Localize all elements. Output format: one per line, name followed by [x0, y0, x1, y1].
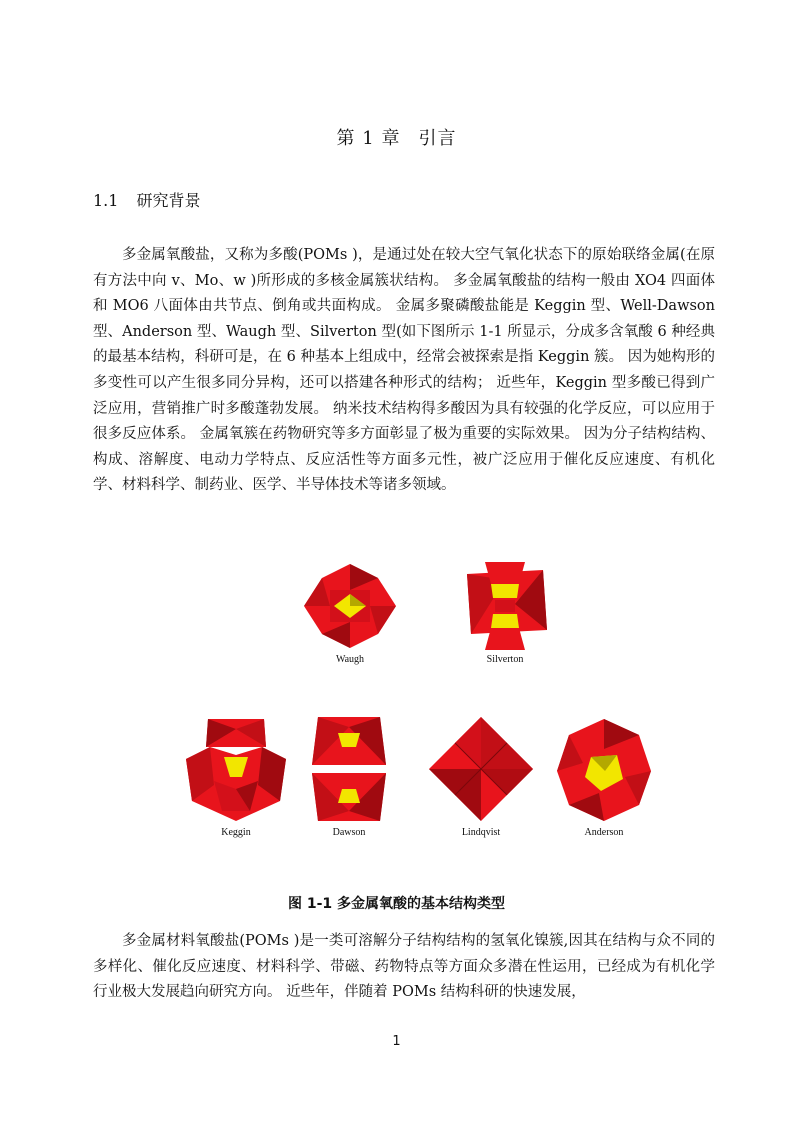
label-waugh: Waugh	[335, 654, 365, 665]
paragraph-second: 多金属材料氧酸盐(POMs )是一类可溶解分子结构结构的氢氧化镍簇,因其在结构与众不同的多样化、催化反应速度、材料科学、带磁、药物特点等方面众多潜在性运用，已经成为有机化学行业极大发展趋向研究方向。 近些年，伴随着 POMs 结构科研的快速发展，	[93, 933, 715, 1001]
label-keggin: Keggin	[221, 827, 251, 838]
figure-item-anderson	[553, 715, 655, 838]
paragraph-intro: 多金属氧酸盐，又称为多酸(POMs )，是通过处在较大空气氧化状态下的原始联络金属(在原有方法中向 v、Mo、w )所形成的多核金属簇状结构。 多金属氧酸盐的结构一般由 XO4 四面体和 MO6 八面体由共节点、倒角或共面构成。 金属多聚磷酸盐能是 Keggin 型、Well-Dawson 型、Anderson 型、Waugh 型、Silverton 型(如下图所示 1-1 所显示，分成多含氧酸 6 种经典的最基本结构，科研可是，在 6 种基本上组成中，经常会被探索是指 Keggin 簇。 因为她构形的多变性可以产生很多同分异构，还可以搭建各种形式的结构； 近些年，Keggin 型多酸已得到广泛应用，营销推广时多酸蓬勃发展。 纳米技术结构得多酸因为具有较强的化学反应，可以应用于很多反应体系。 金属氧簇在药物研究等多方面彰显了极为重要的实际效果。 因为分子结构结构、构成、溶解度、电动力学特点、反应活性等方面多元性，被广泛应用于催化反应速度、有机化学、材料科学、制药业、医学、半导体技术等诸多领域。	[93, 247, 715, 494]
section-title: 研究背景	[136, 191, 201, 210]
figure-caption: 图 1-1 多金属氧酸的基本结构类型	[287, 896, 506, 912]
chapter-title	[0, 124, 793, 150]
dawson-structure-image	[308, 715, 390, 825]
figure-item-silverton	[455, 560, 555, 665]
figure-item-dawson	[308, 715, 390, 838]
silverton-structure-image	[455, 560, 555, 652]
label-silverton: Silverton	[486, 654, 524, 665]
figure-item-keggin	[180, 715, 292, 838]
anderson-structure-image	[553, 715, 655, 825]
figure-pom-structures	[175, 560, 655, 850]
chapter-name: 引言	[418, 128, 457, 149]
figure-item-waugh	[300, 560, 400, 665]
figure-item-lindqvist	[425, 715, 537, 838]
keggin-structure-image	[180, 715, 292, 825]
lindqvist-structure-image	[425, 715, 537, 825]
section-number: 1.1	[93, 191, 119, 210]
label-lindqvist: Lindqvist	[461, 827, 501, 838]
waugh-structure-image	[300, 560, 400, 652]
label-dawson: Dawson	[332, 827, 366, 838]
section-heading	[93, 188, 200, 211]
page-number: 1	[392, 1034, 401, 1049]
chapter-number: 第 1 章	[336, 128, 401, 149]
label-anderson: Anderson	[584, 827, 624, 838]
